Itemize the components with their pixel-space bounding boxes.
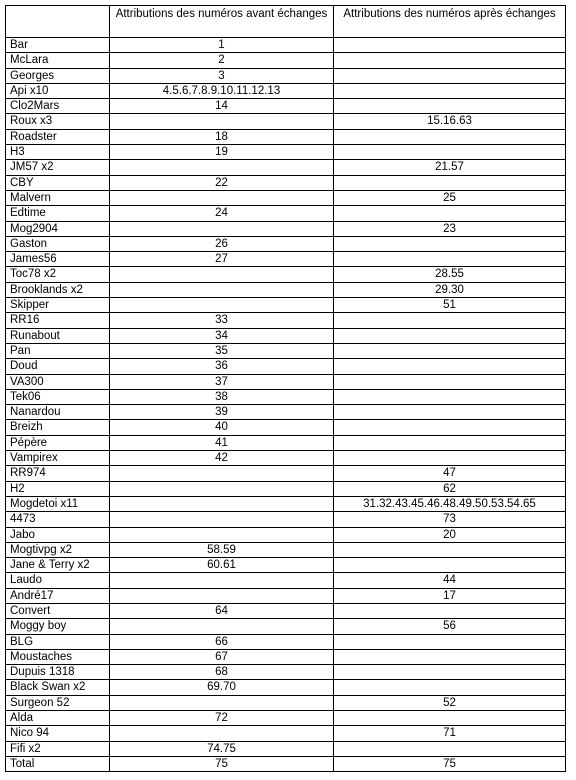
before-cell: 35 xyxy=(110,343,334,358)
after-cell xyxy=(334,665,566,680)
after-cell: 56 xyxy=(334,619,566,634)
before-cell xyxy=(110,619,334,634)
after-cell xyxy=(334,313,566,328)
before-cell xyxy=(110,527,334,542)
name-cell: Pan xyxy=(6,343,110,358)
table-row xyxy=(6,313,566,328)
after-cell: 25 xyxy=(334,190,566,205)
before-cell xyxy=(110,190,334,205)
after-cell xyxy=(334,649,566,664)
after-cell: 29.30 xyxy=(334,282,566,297)
after-cell xyxy=(334,451,566,466)
name-cell: Black Swan x2 xyxy=(6,680,110,695)
after-cell xyxy=(334,175,566,190)
name-cell: Clo2Mars xyxy=(6,99,110,114)
after-cell: 17 xyxy=(334,588,566,603)
name-cell: Gaston xyxy=(6,236,110,251)
after-cell: 23 xyxy=(334,221,566,236)
after-cell xyxy=(334,206,566,221)
after-cell xyxy=(334,328,566,343)
table-row xyxy=(6,145,566,160)
after-cell: 51 xyxy=(334,298,566,313)
after-cell xyxy=(334,53,566,68)
before-cell xyxy=(110,466,334,481)
name-cell: Roux x3 xyxy=(6,114,110,129)
name-cell: Georges xyxy=(6,68,110,83)
before-cell: 42 xyxy=(110,451,334,466)
before-cell xyxy=(110,160,334,175)
before-cell: 40 xyxy=(110,420,334,435)
table-row xyxy=(6,603,566,618)
after-cell xyxy=(334,435,566,450)
before-cell: 68 xyxy=(110,665,334,680)
name-cell: Alda xyxy=(6,711,110,726)
after-cell xyxy=(334,420,566,435)
table-row xyxy=(6,527,566,542)
table-row xyxy=(6,573,566,588)
table-row xyxy=(6,359,566,374)
header-after: Attributions des numéros après échanges xyxy=(334,6,566,38)
before-cell xyxy=(110,114,334,129)
before-cell: 4.5.6.7.8.9.10.11.12.13 xyxy=(110,83,334,98)
name-cell: Doud xyxy=(6,359,110,374)
table-row xyxy=(6,38,566,53)
name-cell: Tek06 xyxy=(6,389,110,404)
before-cell: 66 xyxy=(110,634,334,649)
table-row xyxy=(6,374,566,389)
table-row xyxy=(6,252,566,267)
before-cell: 64 xyxy=(110,603,334,618)
table-row xyxy=(6,634,566,649)
after-cell: 47 xyxy=(334,466,566,481)
name-cell: Vampirex xyxy=(6,451,110,466)
after-cell xyxy=(334,99,566,114)
before-cell: 38 xyxy=(110,389,334,404)
after-cell xyxy=(334,542,566,557)
name-cell: Surgeon 52 xyxy=(6,695,110,710)
table-row xyxy=(6,619,566,634)
name-cell: VA300 xyxy=(6,374,110,389)
table-row xyxy=(6,512,566,527)
after-cell: 20 xyxy=(334,527,566,542)
table-row xyxy=(6,114,566,129)
after-cell xyxy=(334,38,566,53)
after-cell xyxy=(334,359,566,374)
name-cell: Mogdetoi x11 xyxy=(6,496,110,511)
name-cell: RR974 xyxy=(6,466,110,481)
name-cell: Pépère xyxy=(6,435,110,450)
name-cell: Toc78 x2 xyxy=(6,267,110,282)
after-cell: 44 xyxy=(334,573,566,588)
before-cell: 19 xyxy=(110,145,334,160)
after-cell xyxy=(334,129,566,144)
before-cell: 14 xyxy=(110,99,334,114)
name-cell: Nanardou xyxy=(6,405,110,420)
after-cell: 62 xyxy=(334,481,566,496)
after-cell xyxy=(334,252,566,267)
after-cell: 28.55 xyxy=(334,267,566,282)
name-cell: Laudo xyxy=(6,573,110,588)
name-cell: RR16 xyxy=(6,313,110,328)
name-cell: Mogtivpg x2 xyxy=(6,542,110,557)
after-cell xyxy=(334,389,566,404)
after-cell xyxy=(334,741,566,756)
name-cell: Brooklands x2 xyxy=(6,282,110,297)
table-row xyxy=(6,496,566,511)
before-cell xyxy=(110,726,334,741)
after-cell xyxy=(334,68,566,83)
before-cell: 22 xyxy=(110,175,334,190)
table-row xyxy=(6,267,566,282)
name-cell: Convert xyxy=(6,603,110,618)
before-cell: 2 xyxy=(110,53,334,68)
before-cell: 27 xyxy=(110,252,334,267)
table-row xyxy=(6,328,566,343)
before-cell xyxy=(110,221,334,236)
name-cell: Bar xyxy=(6,38,110,53)
table-row xyxy=(6,405,566,420)
after-cell xyxy=(334,634,566,649)
name-cell: Malvern xyxy=(6,190,110,205)
table-row xyxy=(6,558,566,573)
before-cell xyxy=(110,282,334,297)
table-row xyxy=(6,481,566,496)
table-row xyxy=(6,175,566,190)
table-row xyxy=(6,190,566,205)
name-cell: Api x10 xyxy=(6,83,110,98)
before-cell: 33 xyxy=(110,313,334,328)
before-cell: 60.61 xyxy=(110,558,334,573)
name-cell: Jane & Terry x2 xyxy=(6,558,110,573)
before-cell: 67 xyxy=(110,649,334,664)
before-cell xyxy=(110,496,334,511)
after-cell xyxy=(334,405,566,420)
before-cell: 34 xyxy=(110,328,334,343)
name-cell: André17 xyxy=(6,588,110,603)
table-row xyxy=(6,298,566,313)
after-cell xyxy=(334,83,566,98)
table-row xyxy=(6,83,566,98)
before-cell: 75 xyxy=(110,756,334,771)
table-row xyxy=(6,420,566,435)
name-cell: Moustaches xyxy=(6,649,110,664)
before-cell xyxy=(110,512,334,527)
after-cell xyxy=(334,236,566,251)
header-name xyxy=(6,6,110,38)
before-cell: 26 xyxy=(110,236,334,251)
name-cell: Dupuis 1318 xyxy=(6,665,110,680)
table-row xyxy=(6,756,566,771)
before-cell: 37 xyxy=(110,374,334,389)
before-cell: 39 xyxy=(110,405,334,420)
table-row xyxy=(6,665,566,680)
before-cell: 18 xyxy=(110,129,334,144)
table-row xyxy=(6,451,566,466)
after-cell xyxy=(334,603,566,618)
table-row xyxy=(6,711,566,726)
before-cell: 74.75 xyxy=(110,741,334,756)
after-cell xyxy=(334,145,566,160)
before-cell xyxy=(110,588,334,603)
table-row xyxy=(6,649,566,664)
after-cell: 71 xyxy=(334,726,566,741)
table-row xyxy=(6,389,566,404)
header-before: Attributions des numéros avant échanges xyxy=(110,6,334,38)
name-cell: Edtime xyxy=(6,206,110,221)
name-cell: Jabo xyxy=(6,527,110,542)
after-cell xyxy=(334,374,566,389)
table-body xyxy=(6,38,566,772)
table-row xyxy=(6,221,566,236)
name-cell: JM57 x2 xyxy=(6,160,110,175)
after-cell xyxy=(334,558,566,573)
table-row xyxy=(6,726,566,741)
before-cell: 41 xyxy=(110,435,334,450)
before-cell xyxy=(110,573,334,588)
name-cell: H2 xyxy=(6,481,110,496)
name-cell: Moggy boy xyxy=(6,619,110,634)
name-cell: Total xyxy=(6,756,110,771)
name-cell: Nico 94 xyxy=(6,726,110,741)
before-cell xyxy=(110,695,334,710)
name-cell: Mog2904 xyxy=(6,221,110,236)
table-row xyxy=(6,680,566,695)
after-cell: 15.16.63 xyxy=(334,114,566,129)
name-cell: BLG xyxy=(6,634,110,649)
table-row xyxy=(6,206,566,221)
table-row xyxy=(6,282,566,297)
attribution-table xyxy=(5,5,566,772)
table-row xyxy=(6,542,566,557)
before-cell xyxy=(110,267,334,282)
before-cell xyxy=(110,481,334,496)
name-cell: CBY xyxy=(6,175,110,190)
after-cell: 21.57 xyxy=(334,160,566,175)
table-row xyxy=(6,68,566,83)
before-cell: 58.59 xyxy=(110,542,334,557)
name-cell: Roadster xyxy=(6,129,110,144)
name-cell: Breizh xyxy=(6,420,110,435)
before-cell: 69.70 xyxy=(110,680,334,695)
after-cell: 31.32.43.45.46.48.49.50.53.54.65 xyxy=(334,496,566,511)
after-cell: 75 xyxy=(334,756,566,771)
table-row xyxy=(6,741,566,756)
table-row xyxy=(6,343,566,358)
name-cell: Runabout xyxy=(6,328,110,343)
before-cell: 1 xyxy=(110,38,334,53)
name-cell: McLara xyxy=(6,53,110,68)
table-row xyxy=(6,99,566,114)
table-row xyxy=(6,53,566,68)
table-row xyxy=(6,588,566,603)
table-row xyxy=(6,435,566,450)
table-row xyxy=(6,236,566,251)
name-cell: Skipper xyxy=(6,298,110,313)
before-cell: 3 xyxy=(110,68,334,83)
after-cell xyxy=(334,343,566,358)
name-cell: James56 xyxy=(6,252,110,267)
before-cell: 36 xyxy=(110,359,334,374)
table-row xyxy=(6,160,566,175)
name-cell: Fifi x2 xyxy=(6,741,110,756)
before-cell xyxy=(110,298,334,313)
table-row xyxy=(6,129,566,144)
before-cell: 24 xyxy=(110,206,334,221)
header-row xyxy=(6,6,566,38)
after-cell xyxy=(334,711,566,726)
table-row xyxy=(6,466,566,481)
after-cell xyxy=(334,680,566,695)
after-cell: 52 xyxy=(334,695,566,710)
after-cell: 73 xyxy=(334,512,566,527)
table-row xyxy=(6,695,566,710)
before-cell: 72 xyxy=(110,711,334,726)
name-cell: H3 xyxy=(6,145,110,160)
name-cell: 4473 xyxy=(6,512,110,527)
